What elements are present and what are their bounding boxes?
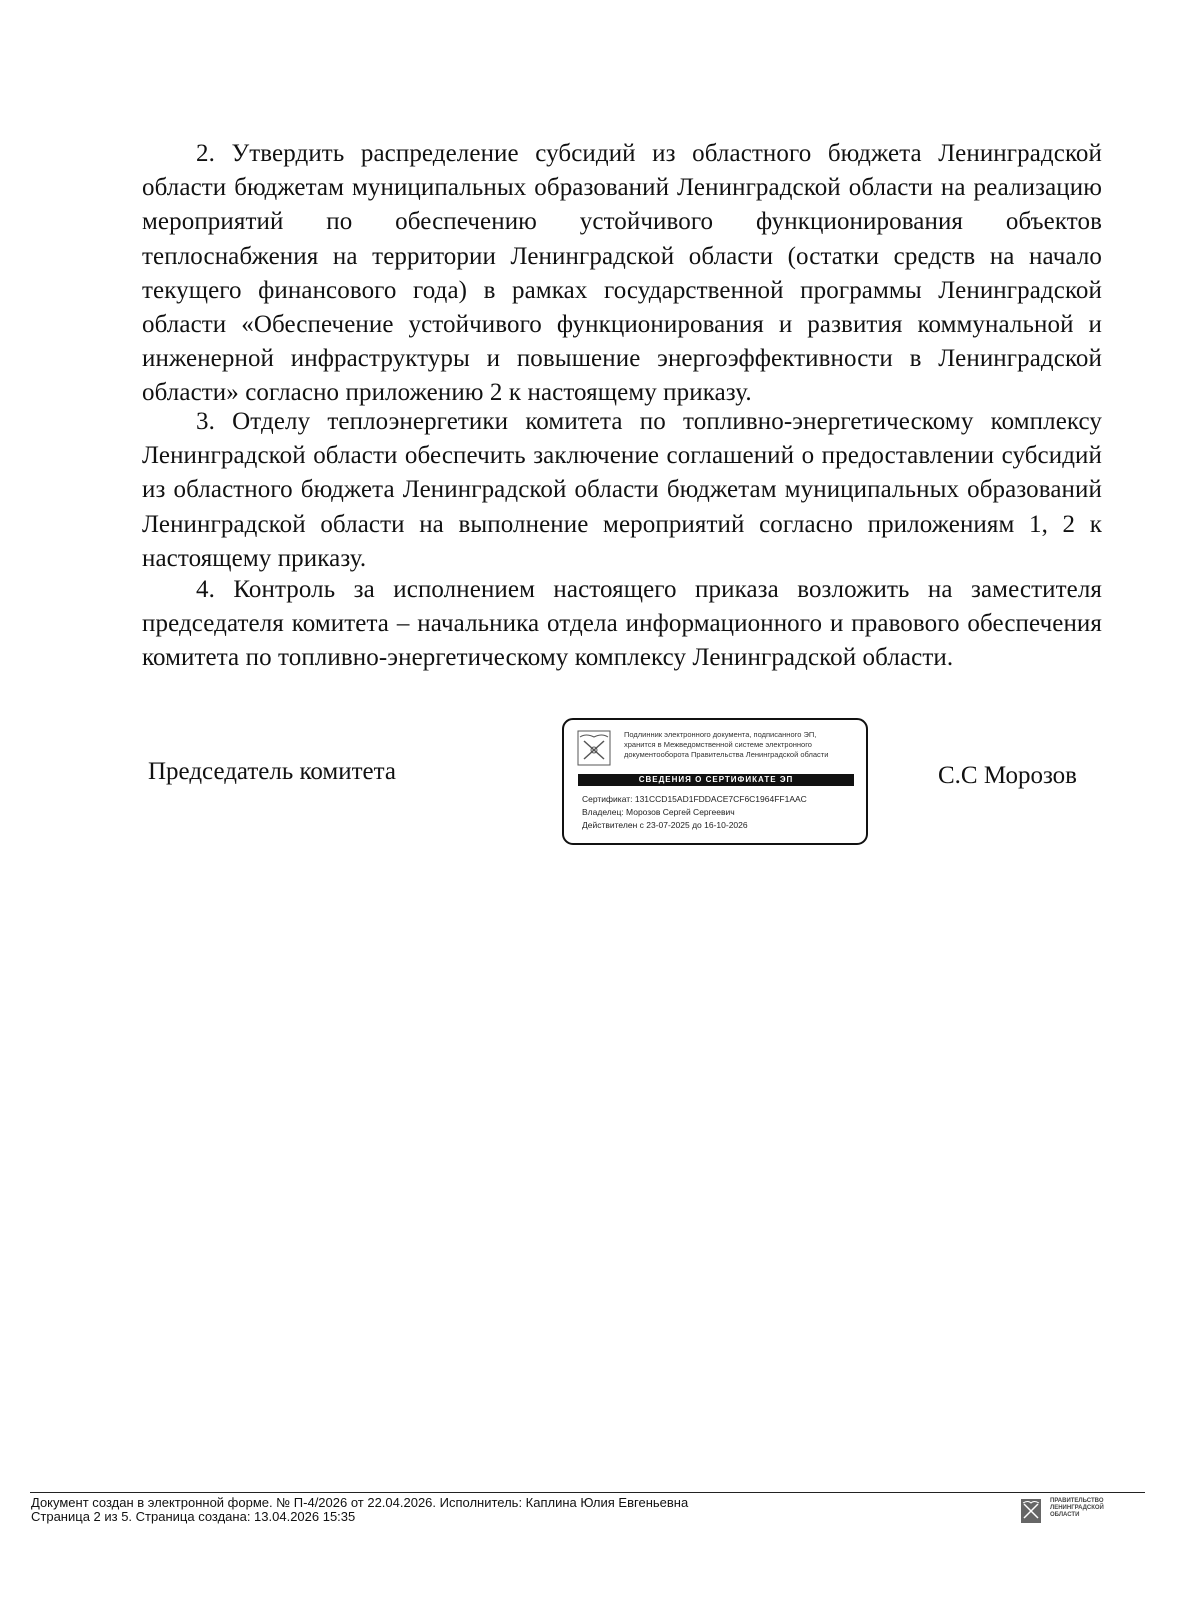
- paragraph-3: 3. Отделу теплоэнергетики комитета по топливно-энергетическому комплексу Ленинградской области обеспечить заключение соглашений о предоставлении субсидий из областного бюджета Ленинградской области бюджетам муниципальных образований Ленинградской области на выполнение мероприятий согласно приложениям 1, 2 к настоящему приказу.: [142, 408, 1102, 572]
- signatory-name: С.С Морозов: [938, 762, 1077, 789]
- org-line-3: ОБЛАСТИ: [1050, 1512, 1080, 1518]
- paragraph-4: 4. Контроль за исполнением настоящего приказа возложить на заместителя председателя комитета – начальника отдела информационного и правового обеспечения комитета по топливно-энергетическому комплексу Ленинградской области.: [142, 576, 1102, 672]
- stamp-certificate-bar: СВЕДЕНИЯ О СЕРТИФИКАТЕ ЭП: [578, 774, 854, 786]
- government-emblem-icon: [1020, 1498, 1042, 1524]
- stamp-header-line-3: документооборота Правительства Ленинградской области: [624, 750, 829, 759]
- footer-divider: [30, 1492, 1145, 1493]
- stamp-validity: Действителен с 23-07-2025 до 16-10-2026: [582, 820, 748, 830]
- government-org-name: [1050, 1498, 1104, 1519]
- coat-of-arms-icon: [576, 729, 612, 767]
- stamp-header-line-2: хранится в Межведомственной системе электронного: [624, 740, 812, 749]
- stamp-certificate-number: Сертификат: 131CCD15AD1FDDACE7CF6C1964FF1AAC: [582, 794, 807, 804]
- stamp-owner: Владелец: Морозов Сергей Сергеевич: [582, 807, 735, 817]
- stamp-header-line-1: Подлинник электронного документа, подписанного ЭП,: [624, 730, 817, 739]
- org-line-2: ЛЕНИНГРАДСКОЙ: [1050, 1505, 1104, 1511]
- footer-document-info: Документ создан в электронной форме. № П-4/2026 от 22.04.2026. Исполнитель: Каплина Юлия Евгеньевна: [31, 1495, 689, 1510]
- electronic-signature-stamp: [562, 718, 868, 845]
- org-line-1: ПРАВИТЕЛЬСТВО: [1050, 1498, 1104, 1504]
- footer-page-info: Страница 2 из 5. Страница создана: 13.04.2026 15:35: [31, 1509, 356, 1524]
- paragraph-2: 2. Утвердить распределение субсидий из областного бюджета Ленинградской области бюджетам муниципальных образований Ленинградской области на реализацию мероприятий по обеспечению устойчивого функционирования объектов теплоснабжения на территории Ленинградской области (остатки средств на начало текущего финансового года) в рамках государственной программы Ленинградской области «Обеспечение устойчивого функционирования и развития коммунальной и инженерной инфраструктуры и повышение энергоэффективности в Ленинградской области» согласно приложению 2 к настоящему приказу.: [142, 140, 1102, 407]
- signatory-title: Председатель комитета: [148, 758, 396, 785]
